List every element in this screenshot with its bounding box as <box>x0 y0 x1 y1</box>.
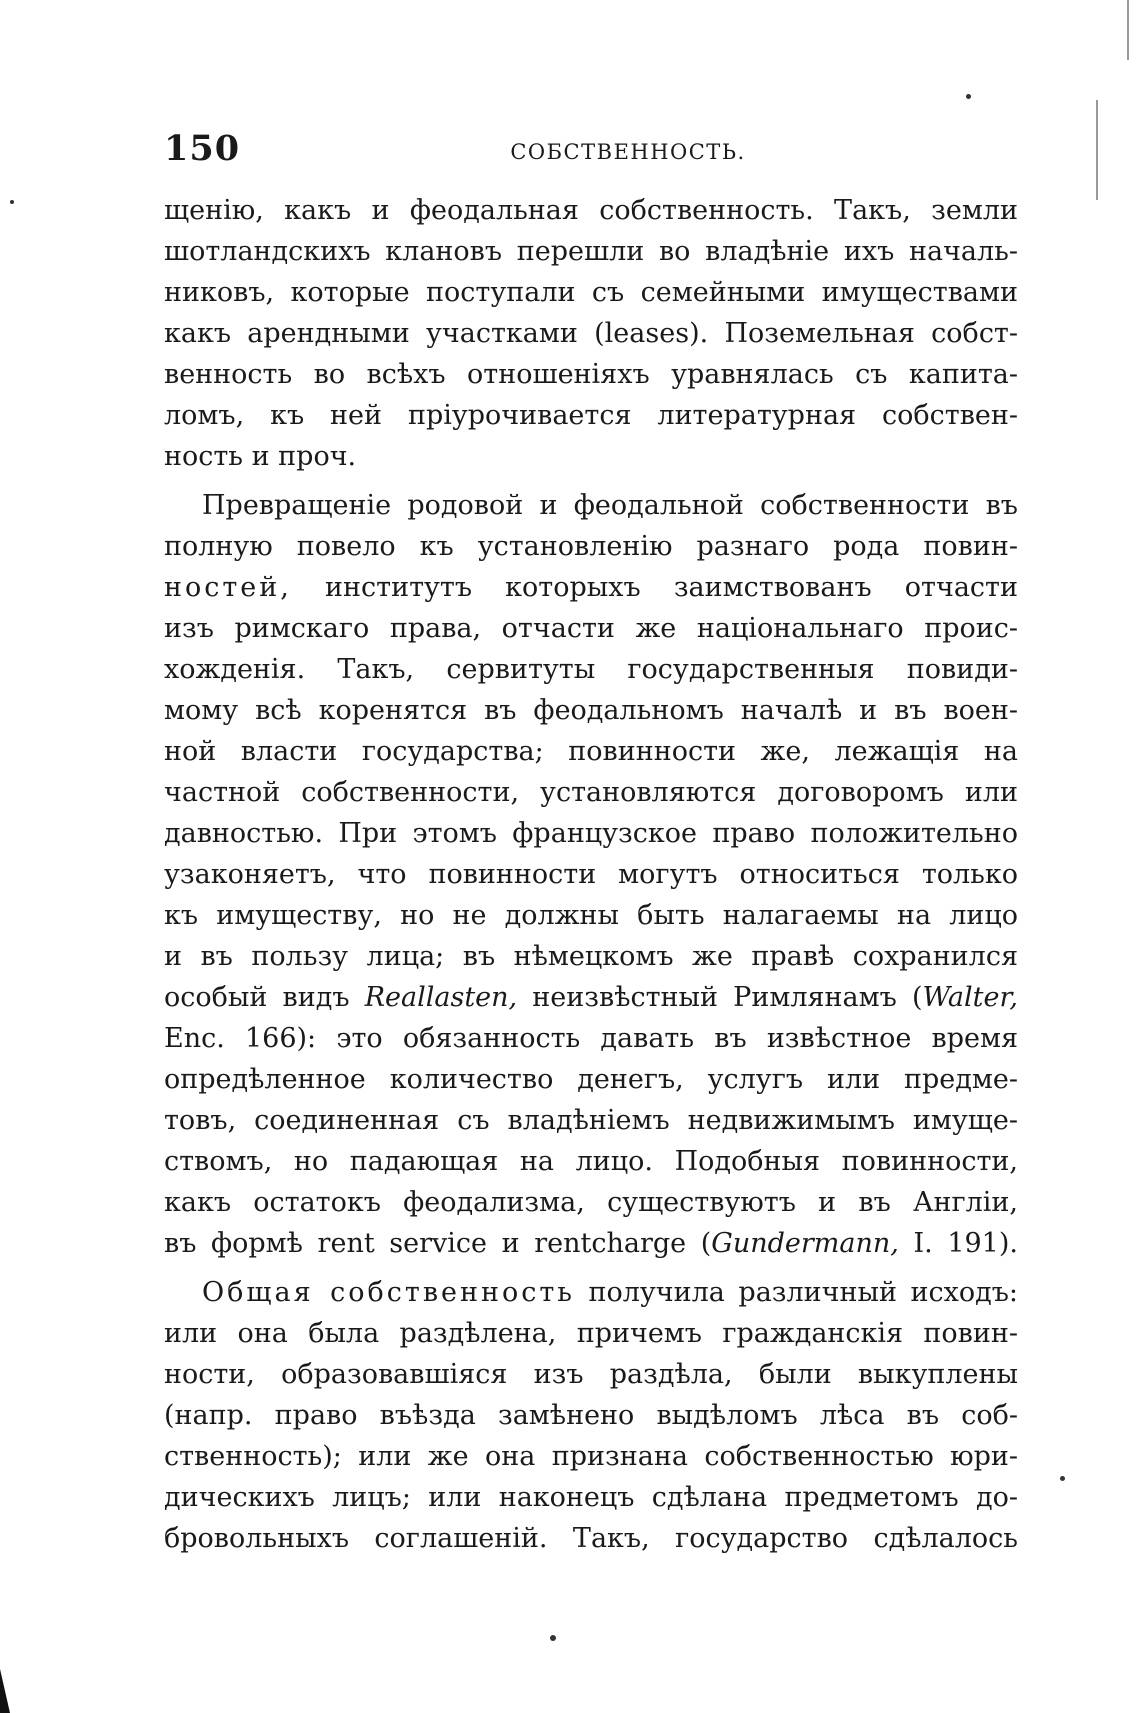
text-line: ственность); или же она признана собственностью юри- <box>164 1441 1018 1472</box>
text-line: ствомъ, но падающая на лицо. Подобныя повинности, <box>164 1146 1018 1177</box>
text-line: къ имуществу, но не должны быть налагаемы на лицо <box>164 900 1018 931</box>
text-line-gundermann <box>164 1223 1018 1264</box>
text-line: какъ арендными участками (leases). Поземельная собст- <box>164 318 1018 349</box>
paragraph-3 <box>164 1272 1018 1559</box>
text-line <box>164 1272 1018 1313</box>
text-line-reallasten <box>164 977 1018 1018</box>
text-line: венность во всѣхъ отношеніяхъ уравнялась съ капита- <box>164 359 1018 390</box>
spaced-phrase: ностей, <box>164 572 292 603</box>
scan-margin-line <box>1127 0 1129 60</box>
text-line: давностью. При этомъ французское право положительно <box>164 818 1018 849</box>
scan-speck <box>1060 1476 1065 1481</box>
text-line: или она была раздѣлена, причемъ гражданскія повин- <box>164 1318 1018 1349</box>
text-line: Enc. 166): это обязанность давать въ извѣстное время <box>164 1023 1018 1054</box>
citation-gundermann: Gundermann, <box>711 1228 899 1259</box>
text-run: въ формѣ rent service и rentcharge ( <box>164 1228 712 1259</box>
term-reallasten: Reallasten, <box>364 982 518 1013</box>
scan-speck <box>550 1635 556 1641</box>
running-head: СОБСТВЕННОСТЬ. <box>510 140 746 164</box>
paragraph-1 <box>164 190 1018 477</box>
text-run: получила различный исходъ: <box>575 1277 1018 1308</box>
text-run: I. 191). <box>898 1228 1018 1259</box>
text-line: полную повело къ установленію разнаго рода повин- <box>164 531 1018 562</box>
scan-margin-line <box>1096 100 1098 200</box>
scan-corner-mark <box>0 1669 10 1713</box>
text-line: ломъ, къ ней пріурочивается литературная собствен- <box>164 400 1018 431</box>
text-line: (напр. право въѣзда замѣнено выдѣломъ лѣса въ соб- <box>164 1400 1018 1431</box>
text-line: шотландскихъ клановъ перешли во владѣніе ихъ началь- <box>164 236 1018 267</box>
text-line: узаконяетъ, что повинности могутъ относиться только <box>164 859 1018 890</box>
text-line: товъ, соединенная съ владѣніемъ недвижимымъ имуще- <box>164 1105 1018 1136</box>
text-line: ности, образовавшіяся изъ раздѣла, были выкуплены <box>164 1359 1018 1390</box>
text-line: дическихъ лицъ; или наконецъ сдѣлана предметомъ до- <box>164 1482 1018 1513</box>
page-number: 150 <box>164 128 241 169</box>
text-line: бровольныхъ соглашеній. Такъ, государство сдѣлалось <box>164 1523 1018 1554</box>
scan-speck <box>966 94 971 99</box>
spaced-phrase: Общая собственность <box>202 1277 576 1308</box>
text-run: особый видъ <box>164 982 365 1013</box>
text-line: ной власти государства; повинности же, лежащія на <box>164 736 1018 767</box>
text-run: неизвѣстный Римлянамъ ( <box>517 982 923 1013</box>
scan-speck <box>10 200 14 204</box>
text-line: хожденія. Такъ, сервитуты государственныя повиди- <box>164 654 1018 685</box>
text-line: Превращеніе родовой и феодальной собственности въ <box>202 490 1018 521</box>
page-body <box>164 190 1018 1559</box>
text-run: институтъ которыхъ заимствованъ отчасти <box>291 572 1018 603</box>
text-line: изъ римскаго права, отчасти же національнаго проис- <box>164 613 1018 644</box>
text-line: частной собственности, установляются договоромъ или <box>164 777 1018 808</box>
text-line: какъ остатокъ феодализма, существуютъ и въ Англіи, <box>164 1187 1018 1218</box>
text-line: никовъ, которые поступали съ семейными имуществами <box>164 277 1018 308</box>
text-line: и въ пользу лица; въ нѣмецкомъ же правѣ сохранился <box>164 941 1018 972</box>
text-line: щенію, какъ и феодальная собственность. Такъ, земли <box>164 195 1018 226</box>
text-line: мому всѣ коренятся въ феодальномъ началѣ и въ воен- <box>164 695 1018 726</box>
paragraph-2 <box>164 485 1018 1264</box>
text-line: опредѣленное количество денегъ, услугъ или предме- <box>164 1064 1018 1095</box>
page-header <box>164 128 1022 178</box>
text-line <box>164 567 1018 608</box>
text-line: ность и проч. <box>164 441 357 472</box>
citation-walter: Walter, <box>922 982 1018 1013</box>
